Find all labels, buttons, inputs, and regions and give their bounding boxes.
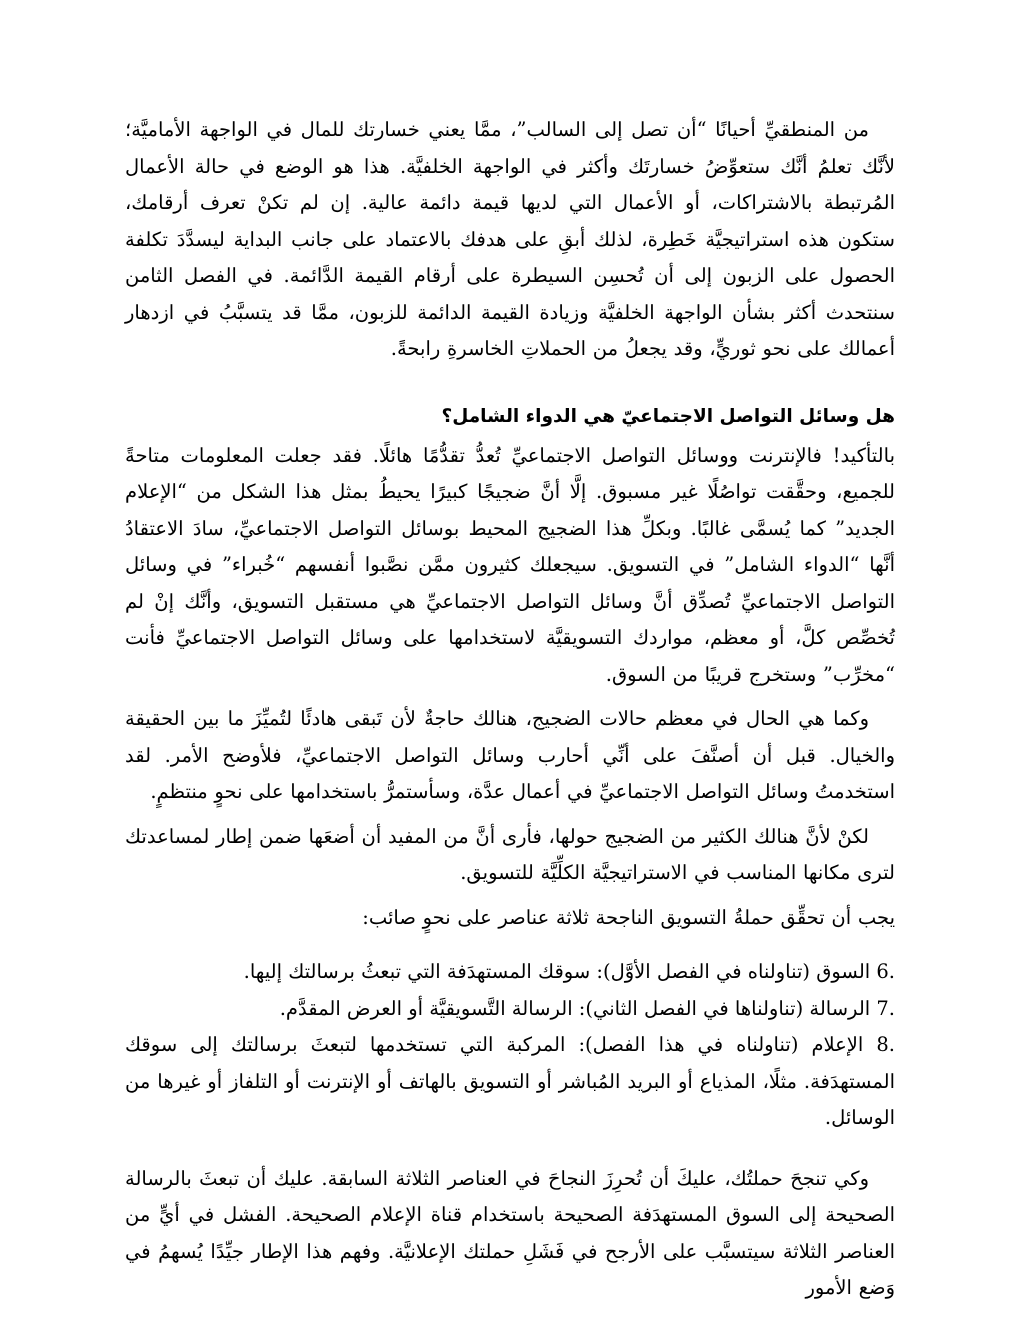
paragraph-3: وكما هي الحال في معظم حالات الضجيج، هنالك حاجةٌ لأن تَبقى هادئًا لتُميِّزَ ما بين الحقيقة والخيال. قبل أن أصنَّفَ على أنِّي أحارب وسائل التواصل الاجتماعيِّ، فلأوضح الأمر. لقد استخدمتُ وسائل التواصل الاجتماعيِّ في أعمال عدَّة، وسأستمرُّ باستخدامها على نحوٍ منتظمٍ. [125,707,895,803]
paragraph-5: يجب أن تحقِّق حملةُ التسويق الناجحة ثلاثة عناصر على نحوٍ صائب: [362,905,895,929]
paragraph-1: من المنطقيِّ أحيانًا “أن تصل إلى السالب”، ممَّا يعني خسارتك للمال في الواجهة الأماميَّة؛ لأنَّك تعلمُ أنَّك ستعوِّضُ خسارتَك وأكثر في الواجهة الخلفيَّة. هذا هو الوضع في حالة الأعمال المُرتبطة بالاشتراكات، أو الأعمال التي لديها قيمة دائمة عالية. إن لم تكنْ تعرف أرقامك، ستكون هذه استراتيجيَّة خَطِرة، لذلك أبقِ على هدفك بالاعتماد على جانب البداية ليسدَّدَ تكلفة الحصول على الزبون إلى أن تُحسِن السيطرة على أرقام القيمة الدَّائمة. في الفصل الثامن سنتحدث أكثر بشأن الواجهة الخلفيَّة وزيادة القيمة الدائمة للزبون، ممَّا قد يتسبَّبُ في ازدهار أعمالك على نحو ثوريٍّ، وقد يجعلُ من الحملاتِ الخاسرةِ رابحةً. [125,118,895,360]
list-item [125,954,895,991]
list-item-number: 8. [876,1033,895,1056]
list-item-text: الرسالة (تناولناها في الفصل الثاني): الرسالة التَّسويقيَّة أو العرض المقدَّم. [279,996,871,1020]
list-item-number: 6. [876,960,895,983]
section-heading: هل وسائل التواصل الاجتماعيّ هي الدواء الشامل؟ [441,405,895,427]
list-item-text: الإعلام (تناولناه في هذا الفصل): المركبة التي تستخدمها لتبعثَ برسالتك إلى سوقك المستهدَفة. مثلًا، المذياع أو البريد المُباشر أو التسويق بالهاتف أو الإنترنت أو التلفاز أو غيرها من الوسائل. [125,1033,895,1129]
text-column [125,112,895,1307]
list-item [125,991,895,1028]
list-item-number: 7. [876,996,895,1020]
paragraph-2: بالتأكيد! فالإنترنت ووسائل التواصل الاجتماعيِّ تُعدُّ تقدُّمًا هائلًا. فقد جعلت المعلومات متاحةً للجميع، وحقَّقت تواصُلًا غير مسبوق. إلَّا أنَّ ضجيجًا كبيرًا يحيطُ بمثل هذا الشكل من “الإعلام الجديد” كما يُسمَّى غالبًا. وبكلِّ هذا الضجيج المحيط بوسائل التواصل الاجتماعيِّ، سادَ الاعتقادُ أنَّها “الدواء الشامل” في التسويق. سيجعلك كثيرون ممَّن نصَّبوا أنفسهم “خُبراء” في وسائل التواصل الاجتماعيِّ تُصدِّق أنَّ وسائل التواصل الاجتماعيِّ هي مستقبل التسويق، وأنَّك إنْ لم تُخصِّص كلَّ، أو معظم، مواردك التسويقيَّة لاستخدامها على وسائل التواصل الاجتماعيِّ فأنت “مخرِّب” وستخرج قريبًا من السوق. [125,443,895,686]
numbered-list [125,954,895,1137]
list-item [125,1027,895,1137]
list-item-text: السوق (تناولناه في الفصل الأوَّل): سوقك المستهدَفة التي تبعثُ برسالتك إليها. [243,960,871,983]
paragraph-4: لكنْ لأنَّ هنالك الكثير من الضجيج حولها، فأرى أنَّ من المفيد أن أضعَها ضمن إطار لمساعدتك لترى مكانها المناسب في الاستراتيجيَّة الكلِّيَّة للتسويق. [125,824,895,884]
paragraph-6: وكي تنجحَ حملتُك، عليكَ أن تُحرِزَ النجاحَ في العناصر الثلاثة السابقة. عليك أن تبعثَ بالرسالة الصحيحة إلى السوق المستهدَفة الصحيحة باستخدام قناة الإعلام الصحيحة. الفشل في أيٍّ من العناصر الثلاثة سيتسبَّب على الأرجح في فَشَلِ حملتك الإعلانيَّة. وفهم هذا الإطار جيِّدًا يُسهمُ في وَضع الأمور [125,1166,895,1299]
